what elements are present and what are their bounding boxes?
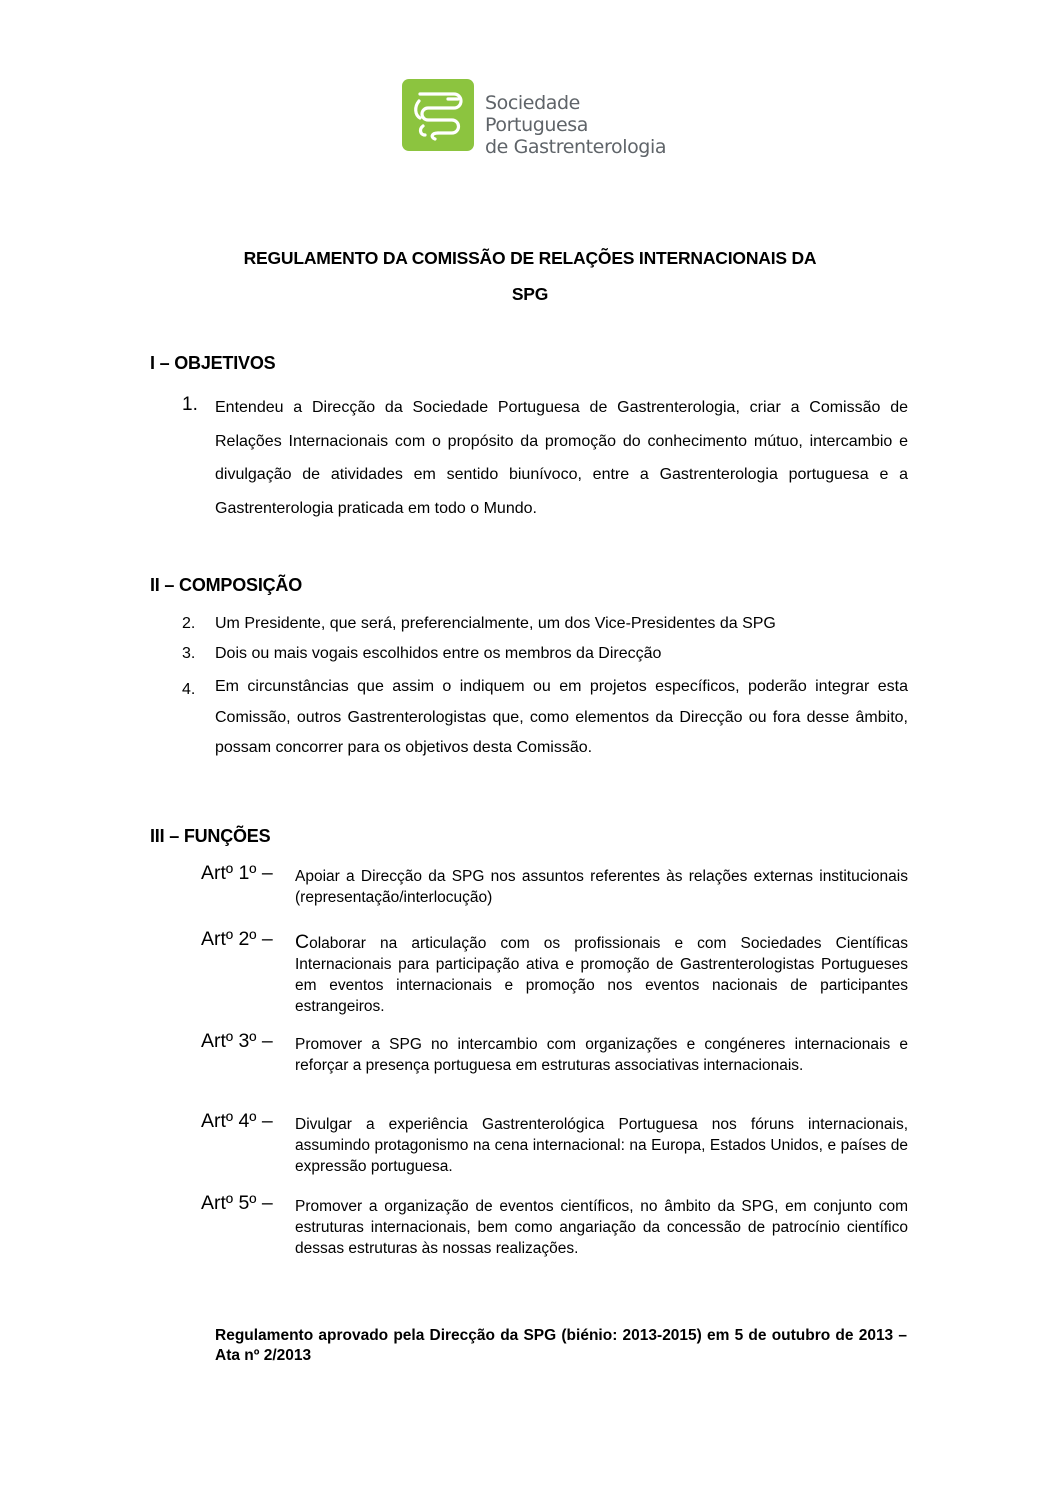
article-label: Artº 2º – <box>201 928 273 950</box>
article-3 <box>201 1030 908 1076</box>
article-label: Artº 3º – <box>201 1030 273 1052</box>
list-item <box>182 642 908 666</box>
list-item-text: Em circunstâncias que assim o indiquem ou em projetos específicos, poderão integrar esta Comissão, outros Gastrenterologistas que, como elementos da Direcção ou fora desse âmbito, possam concorrer para os objetivos desta Comissão. <box>215 678 908 756</box>
article-text: Promover a organização de eventos científicos, no âmbito da SPG, em conjunto com estruturas internacionais, bem como angariação da concessão de patrocínio científico dessas estruturas às nossas realizações. <box>295 1198 908 1257</box>
list-item-text: Entendeu a Direcção da Sociedade Portuguesa de Gastrenterologia, criar a Comissão de Relações Internacionais com o propósito da promoção do conhecimento mútuo, intercambio e divulgação de atividades em sentido biunívoco, entre a Gastrenterologia portuguesa e a Gastrenterologia praticada em todo o Mundo. <box>215 399 908 517</box>
logo-line-2: de Gastrenterologia <box>485 136 667 158</box>
logo-line-1: Sociedade Portuguesa <box>485 92 589 136</box>
intestine-logo-icon <box>402 79 474 151</box>
document-title-line-1: REGULAMENTO DA COMISSÃO DE RELAÇÕES INTERNACIONAIS DA <box>243 248 817 268</box>
section-heading-objetivos: I – OBJETIVOS <box>150 353 276 373</box>
article-2 <box>201 928 908 1017</box>
list-item-number: 4. <box>182 681 196 698</box>
article-text-body: olaborar na articulação com os profissionais e com Sociedades Científicas Internacionais para participação ativa e promoção de Gastrenterologistas Portugueses em eventos internacionais e promoção nos eventos nacionais de participantes estrangeiros. <box>295 935 908 1015</box>
spg-logo <box>402 79 682 158</box>
article-initial-letter: C <box>295 931 310 953</box>
list-item-text: Dois ou mais vogais escolhidos entre os membros da Direcção <box>215 645 662 662</box>
list-item-text: Um Presidente, que será, preferencialmente, um dos Vice-Presidentes da SPG <box>215 615 776 632</box>
article-1 <box>201 862 908 908</box>
list-item-number: 1. <box>182 394 198 415</box>
section-heading-funcoes: III – FUNÇÕES <box>150 826 271 846</box>
article-label: Artº 5º – <box>201 1192 273 1214</box>
article-text: Promover a SPG no intercambio com organizações e congéneres internacionais e reforçar a presença portuguesa em estruturas associativas internacionais. <box>295 1036 908 1074</box>
document-title-line-2: SPG <box>511 284 549 304</box>
article-text: Divulgar a experiência Gastrenterológica Portuguesa nos fóruns internacionais, assumindo protagonismo na cena internacional: na Europa, Estados Unidos, e países de expressão portuguesa. <box>295 1116 908 1175</box>
logo-wordmark <box>485 92 682 158</box>
section-heading-composicao: II – COMPOSIÇÃO <box>150 575 303 595</box>
article-text <box>295 932 908 1017</box>
article-5 <box>201 1192 908 1259</box>
article-label: Artº 4º – <box>201 1110 273 1132</box>
list-item <box>182 672 908 764</box>
list-item <box>182 612 908 636</box>
approval-note: Regulamento aprovado pela Direcção da SPG (biénio: 2013-2015) em 5 de outubro de 2013 – Ata nº 2/2013 <box>215 1327 907 1364</box>
article-text: Apoiar a Direcção da SPG nos assuntos referentes às relações externas institucionais (representação/interlocução) <box>295 868 908 906</box>
list-item-number: 2. <box>182 615 196 632</box>
document-title <box>150 240 910 312</box>
list-item <box>182 391 908 525</box>
list-item-number: 3. <box>182 645 196 662</box>
article-label: Artº 1º – <box>201 862 273 884</box>
article-4 <box>201 1110 908 1177</box>
